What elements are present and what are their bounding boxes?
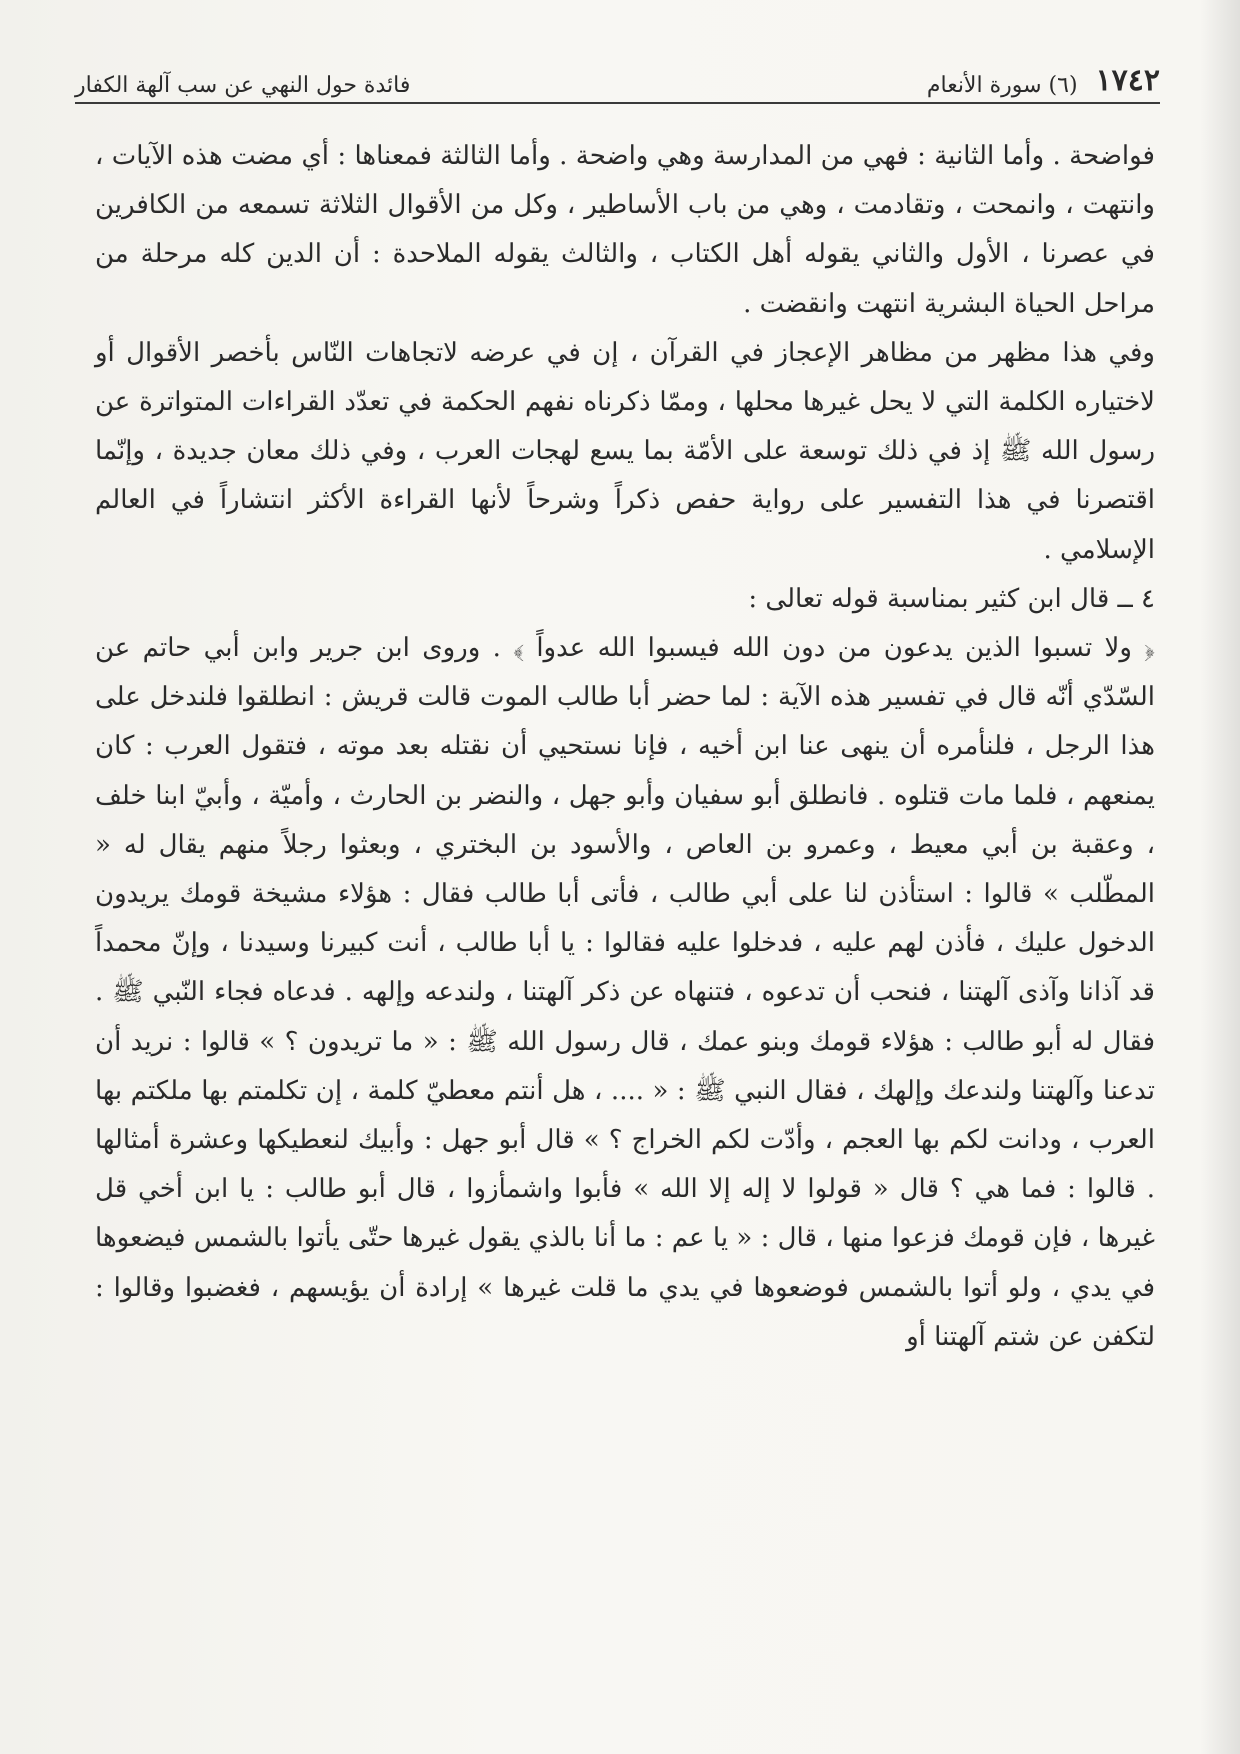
surah-label: (٦) سورة الأنعام [926,73,1078,98]
body-text [95,132,1155,1362]
paragraph-2: وفي هذا مظهر من مظاهر الإعجاز في القرآن ، إن في عرضه لاتجاهات النّاس بأخصر الأقوال أو لاختياره الكلمة التي لا يحل غيرها محلها ، وممّا ذكرناه نفهم الحكمة في تعدّد القراءات المتواترة عن رسول الله ﷺ إذ في ذلك توسعة على الأمّة بما يسع لهجات العرب ، وفي ذلك معان جديدة ، وإنّما اقتصرنا في هذا التفسير على رواية حفص ذكراً وشرحاً لأنها القراءة الأكثر انتشاراً في العالم الإسلامي . [95,337,1155,565]
paragraph-1: فواضحة . وأما الثانية : فهي من المدارسة وهي واضحة . وأما الثالثة فمعناها : أي مضت هذه الآيات ، وانتهت ، وانمحت ، وتقادمت ، وهي من باب الأساطير ، وكل من الأقوال الثلاثة تسمعه من الكافرين في عصرنا ، الأول والثاني يقوله أهل الكتاب ، والثالث يقوله الملاحدة : أن الدين كله مرحلة من مراحل الحياة البشرية انتهت وانقضت . [95,141,1155,319]
page-number: ١٧٤٢ [1095,63,1160,98]
paragraph-3-heading: ٤ ــ قال ابن كثير بمناسبة قوله تعالى : [748,583,1155,614]
topic-title: فائدة حول النهي عن سب آلهة الكفار [75,73,411,98]
header-right-group [927,63,1160,98]
paragraph-4: ﴿ ولا تسبوا الذين يدعون من دون الله فيسبوا الله عدواً ﴾ . وروى ابن جرير وابن أبي حاتم عن السّدّي أنّه قال في تفسير هذه الآية : لما حضر أبا طالب الموت قالت قريش : انطلقوا فلندخل على هذا الرجل ، فلنأمره أن ينهى عنا ابن أخيه ، فإنا نستحيي أن نقتله بعد موته ، فتقول العرب : كان يمنعهم ، فلما مات قتلوه . فانطلق أبو سفيان وأبو جهل ، والنضر بن الحارث ، وأميّة ، وأبيّ ابنا خلف ، وعقبة بن أبي معيط ، وعمرو بن العاص ، والأسود بن البختري ، وبعثوا رجلاً منهم يقال له « المطّلب » قالوا : استأذن لنا على أبي طالب ، فأتى أبا طالب فقال : هؤلاء مشيخة قومك يريدون الدخول عليك ، فأذن لهم عليه ، فدخلوا عليه فقالوا : يا أبا طالب ، أنت كبيرنا وسيدنا ، وإنّ محمداً قد آذانا وآذى آلهتنا ، فنحب أن تدعوه ، فتنهاه عن ذكر آلهتنا ، ولندعه وإلهه . فدعاه فجاء النّبي ﷺ . فقال له أبو طالب : هؤلاء قومك وبنو عمك ، قال رسول الله ﷺ : « ما تريدون ؟ » قالوا : نريد أن تدعنا وآلهتنا ولندعك وإلهك ، فقال النبي ﷺ : « .... ، هل أنتم معطيّ كلمة ، إن تكلمتم بها ملكتم بها العرب ، ودانت لكم بها العجم ، وأدّت لكم الخراج ؟ » قال أبو جهل : وأبيك لنعطيكها وعشرة أمثالها . قالوا : فما هي ؟ قال « قولوا لا إله إلا الله » فأبوا واشمأزوا ، قال أبو طالب : يا ابن أخي قل غيرها ، فإن قومك فزعوا منها ، قال : « يا عم : ما أنا بالذي يقول غيرها حتّى يأتوا بالشمس فيضعوها في يدي ، ولو أتوا بالشمس فوضعوها في يدي ما قلت غيرها » إرادة أن يؤيسهم ، فغضبوا وقالوا : لتكفن عن شتم آلهتنا أو [95,633,1155,1352]
page-gutter-shadow [1200,0,1240,1754]
running-header [75,46,1160,104]
